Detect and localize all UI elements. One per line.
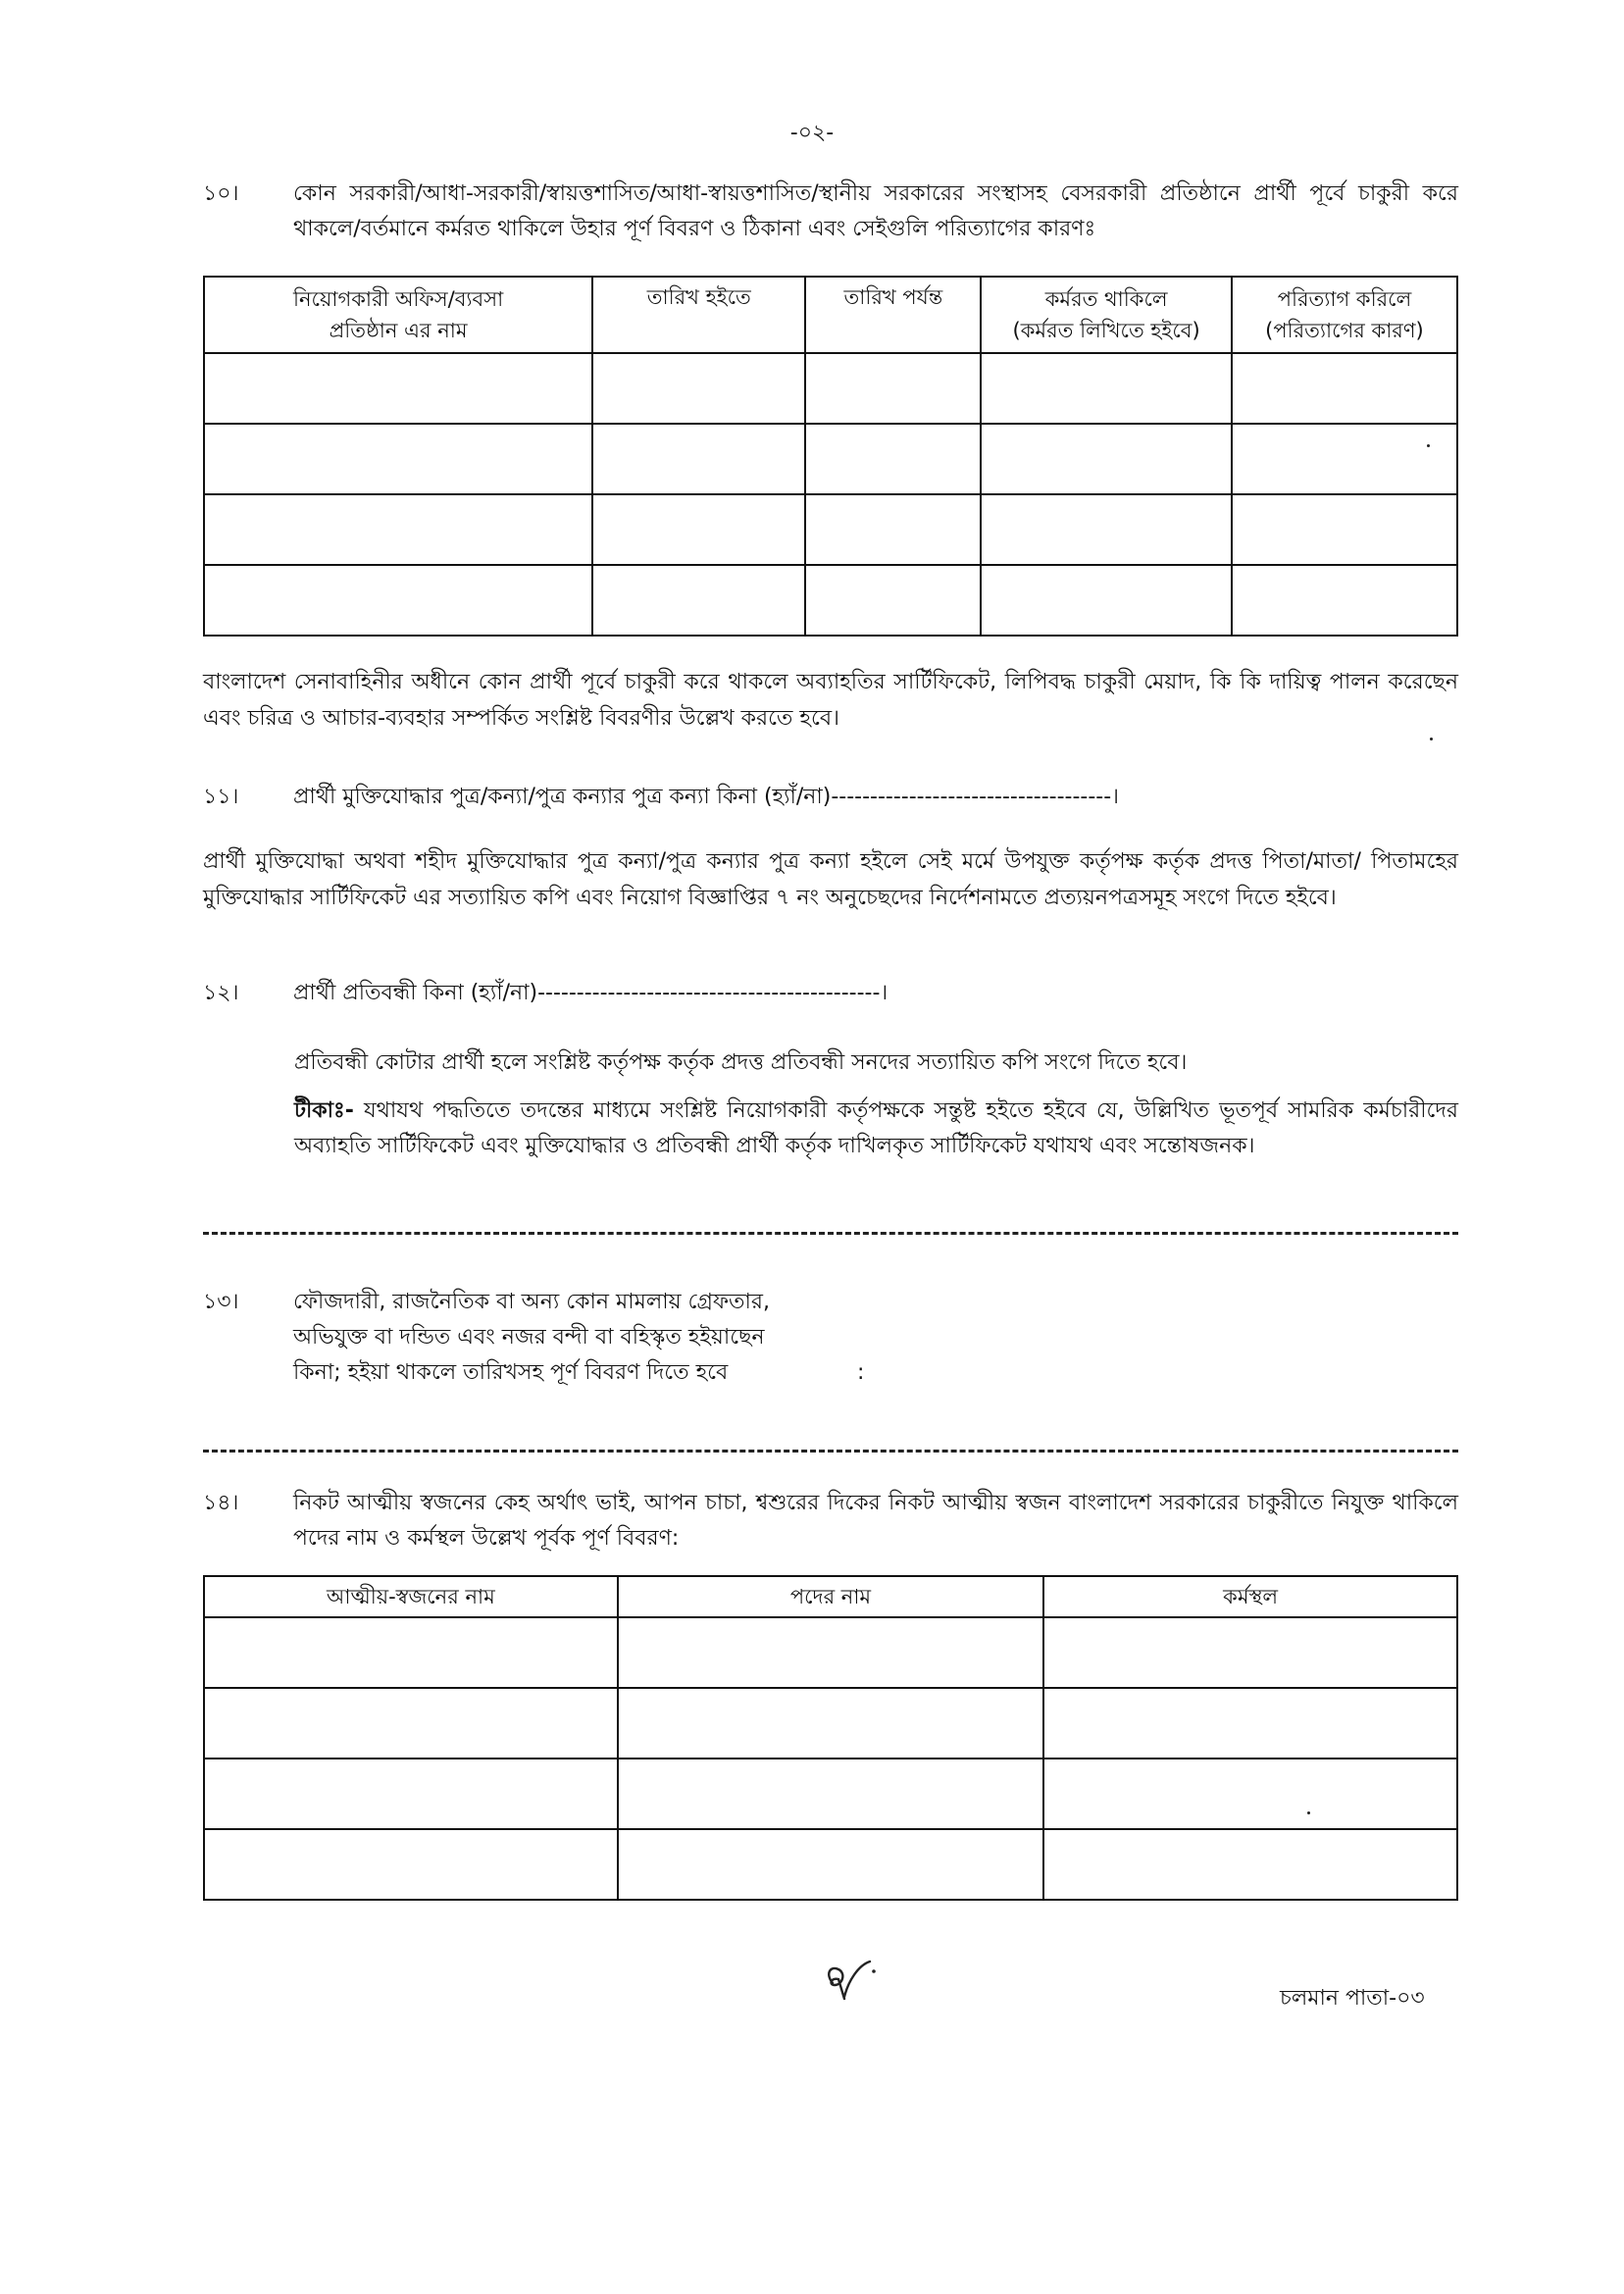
- table-row: [204, 353, 1457, 424]
- table-cell[interactable]: [204, 494, 592, 565]
- table-cell[interactable]: [592, 494, 805, 565]
- table-cell[interactable]: [981, 494, 1232, 565]
- table-cell[interactable]: [981, 353, 1232, 424]
- item-12-number: ১২।: [203, 981, 239, 1005]
- continued-page-label: চলমান পাতা-০৩: [1280, 1986, 1425, 2011]
- table-header-row: [204, 1576, 1457, 1617]
- dashed-divider: [203, 1450, 1458, 1453]
- item-13-line3: কিনা; হইয়া থাকলে তারিখসহ পূর্ণ বিবরণ দিতে হবে: [293, 1360, 729, 1385]
- table-cell[interactable]: [805, 494, 981, 565]
- disability-question[interactable]: প্রার্থী প্রতিবন্ধী কিনা (হ্যাঁ/না)--------------------------------------------।: [293, 981, 888, 1005]
- table-cell[interactable]: [204, 1688, 618, 1759]
- table-cell[interactable]: [204, 1759, 618, 1829]
- header-relative-name: আত্মীয়-স্বজনের নাম: [204, 1576, 618, 1617]
- item-13: [203, 1285, 1458, 1391]
- scan-speck: [1427, 444, 1430, 447]
- item-13-line1: ফৌজদারী, রাজনৈতিক বা অন্য কোন মামলায় গ্রেফতার,: [293, 1290, 771, 1314]
- item-13-line2: অভিযুক্ত বা দন্ডিত এবং নজর বন্দী বা বহিস্কৃত হইয়াছেন: [293, 1325, 765, 1350]
- disability-note: প্রতিবন্ধী কোটার প্রার্থী হলে সংশ্লিষ্ট কর্তৃপক্ষ কর্তৃক প্রদত্ত প্রতিবন্ধী সনদের সত্যায়িত কপি সংগে দিতে হবে।: [294, 1050, 1188, 1075]
- table-row: [204, 1617, 1457, 1688]
- header-resignation-reason: পরিত্যাগ করিলে (পরিত্যাগের কারণ): [1232, 277, 1457, 353]
- table-cell[interactable]: [204, 1617, 618, 1688]
- header-workplace: কর্মস্থল: [1043, 1576, 1457, 1617]
- table-cell[interactable]: [204, 565, 592, 636]
- table-cell[interactable]: [618, 1759, 1044, 1829]
- header-employer-name: নিয়োগকারী অফিস/ব্যবসা প্রতিষ্ঠান এর নাম: [204, 277, 592, 353]
- table-cell[interactable]: [1043, 1829, 1457, 1900]
- table-cell[interactable]: [592, 353, 805, 424]
- table-cell[interactable]: [1043, 1688, 1457, 1759]
- table-cell[interactable]: [592, 565, 805, 636]
- table-cell[interactable]: [805, 353, 981, 424]
- table-cell[interactable]: [981, 565, 1232, 636]
- tika-note: [294, 1094, 1458, 1164]
- item-10-text: কোন সরকারী/আধা-সরকারী/স্বায়ত্তশাসিত/আধা-স্বায়ত্তশাসিত/স্থানীয় সরকারের সংস্থাসহ বেসরকারী প্রতিষ্ঠানে প্রার্থী পূর্বে চাকুরী করে থাকলে/বর্তমানে কর্মরত থাকিলে উহার পূর্ণ বিবরণ ও ঠিকানা এবং সেইগুলি পরিত্যাগের কারণঃ: [293, 181, 1458, 241]
- army-service-note: বাংলাদেশ সেনাবাহিনীর অধীনে কোন প্রার্থী পূর্বে চাকুরী করে থাকলে অব্যাহতির সার্টিফিকেট, লিপিবদ্ধ চাকুরী মেয়াদ, কি কি দায়িত্ব পালন করেছেন এবং চরিত্র ও আচার-ব্যবহার সম্পর্কিত সংশ্লিষ্ট বিবরণীর উল্লেখ করতে হবে।: [203, 670, 1458, 731]
- table-cell[interactable]: [1232, 424, 1457, 494]
- header-date-to: তারিখ পর্যন্ত: [805, 277, 981, 353]
- table-cell[interactable]: [618, 1829, 1044, 1900]
- item-11: [203, 780, 1458, 815]
- table-cell[interactable]: [981, 424, 1232, 494]
- item-12: [203, 976, 1458, 1011]
- table-cell[interactable]: [1043, 1617, 1457, 1688]
- table-cell[interactable]: [1043, 1759, 1457, 1829]
- signature-icon: [819, 1952, 888, 2011]
- page-number: -০২-: [789, 121, 835, 145]
- item-11-number: ১১।: [203, 785, 239, 809]
- item-10: [203, 177, 1458, 247]
- header-date-from: তারিখ হইতে: [592, 277, 805, 353]
- item-14: [203, 1486, 1458, 1556]
- scan-speck: [1430, 738, 1433, 740]
- tika-text: যথাযথ পদ্ধতিতে তদন্তের মাধ্যমে সংশ্লিষ্ট নিয়োগকারী কর্তৃপক্ষকে সন্তুষ্ট হইতে হইবে যে, উল্লিখিত ভূতপূর্ব সামরিক কর্মচারীদের অব্যাহতি সার্টিফিকেট এবং মুক্তিযোদ্ধার ও প্রতিবন্ধী প্রার্থী কর্তৃক দাখিলকৃত সার্টিফিকেট যথাযথ এবং সন্তোষজনক।: [294, 1098, 1458, 1158]
- table-cell[interactable]: [1232, 353, 1457, 424]
- header-designation: পদের নাম: [618, 1576, 1044, 1617]
- table-cell[interactable]: [618, 1688, 1044, 1759]
- item-14-number: ১৪।: [203, 1491, 239, 1515]
- table-cell[interactable]: [805, 565, 981, 636]
- table-cell[interactable]: [592, 424, 805, 494]
- table-cell[interactable]: [1232, 565, 1457, 636]
- table-cell[interactable]: [204, 353, 592, 424]
- dashed-divider: [203, 1232, 1458, 1235]
- table-row: [204, 1688, 1457, 1759]
- table-cell[interactable]: [204, 424, 592, 494]
- table-row: [204, 1759, 1457, 1829]
- table-row: [204, 494, 1457, 565]
- freedom-fighter-note: প্রার্থী মুক্তিযোদ্ধা অথবা শহীদ মুক্তিযোদ্ধার পুত্র কন্যা/পুত্র কন্যার পুত্র কন্যা হইলে সেই মর্মে উপযুক্ত কর্তৃপক্ষ কর্তৃক প্রদত্ত পিতা/মাতা/ পিতামহের মুক্তিযোদ্ধার সার্টিফিকেট এর সত্যায়িত কপি এবং নিয়োগ বিজ্ঞাপ্তির ৭ নং অনুচেছদের নির্দেশনামতে প্রত্যয়নপত্রসমূহ সংগে দিতে হইবে।: [203, 849, 1458, 910]
- table-cell[interactable]: [1232, 494, 1457, 565]
- table-row: [204, 565, 1457, 636]
- scan-speck: [1307, 1811, 1310, 1814]
- header-currently-employed: কর্মরত থাকিলে (কর্মরত লিখিতে হইবে): [981, 277, 1232, 353]
- item-13-number: ১৩।: [203, 1290, 239, 1314]
- table-row: [204, 1829, 1457, 1900]
- tika-label: টীকাঃ-: [294, 1098, 354, 1123]
- freedom-fighter-question[interactable]: প্রার্থী মুক্তিযোদ্ধার পুত্র/কন্যা/পুত্র কন্যার পুত্র কন্যা কিনা (হ্যাঁ/না)------------------------------------।: [293, 785, 1120, 809]
- table-header-row: [204, 277, 1457, 353]
- employment-history-table: [203, 276, 1458, 637]
- item-13-colon: :: [857, 1360, 865, 1385]
- table-cell[interactable]: [204, 1829, 618, 1900]
- table-cell[interactable]: [805, 424, 981, 494]
- table-cell[interactable]: [618, 1617, 1044, 1688]
- item-14-text: নিকট আত্মীয় স্বজনের কেহ অর্থাৎ ভাই, আপন চাচা, শ্বশুরের দিকের নিকট আত্মীয় স্বজন বাংলাদেশ সরকারের চাকুরীতে নিযুক্ত থাকিলে পদের নাম ও কর্মস্থল উল্লেখ পূর্বক পূর্ণ বিবরণ:: [293, 1491, 1458, 1551]
- table-row: [204, 424, 1457, 494]
- item-10-number: ১০।: [203, 181, 239, 206]
- relatives-table: [203, 1575, 1458, 1901]
